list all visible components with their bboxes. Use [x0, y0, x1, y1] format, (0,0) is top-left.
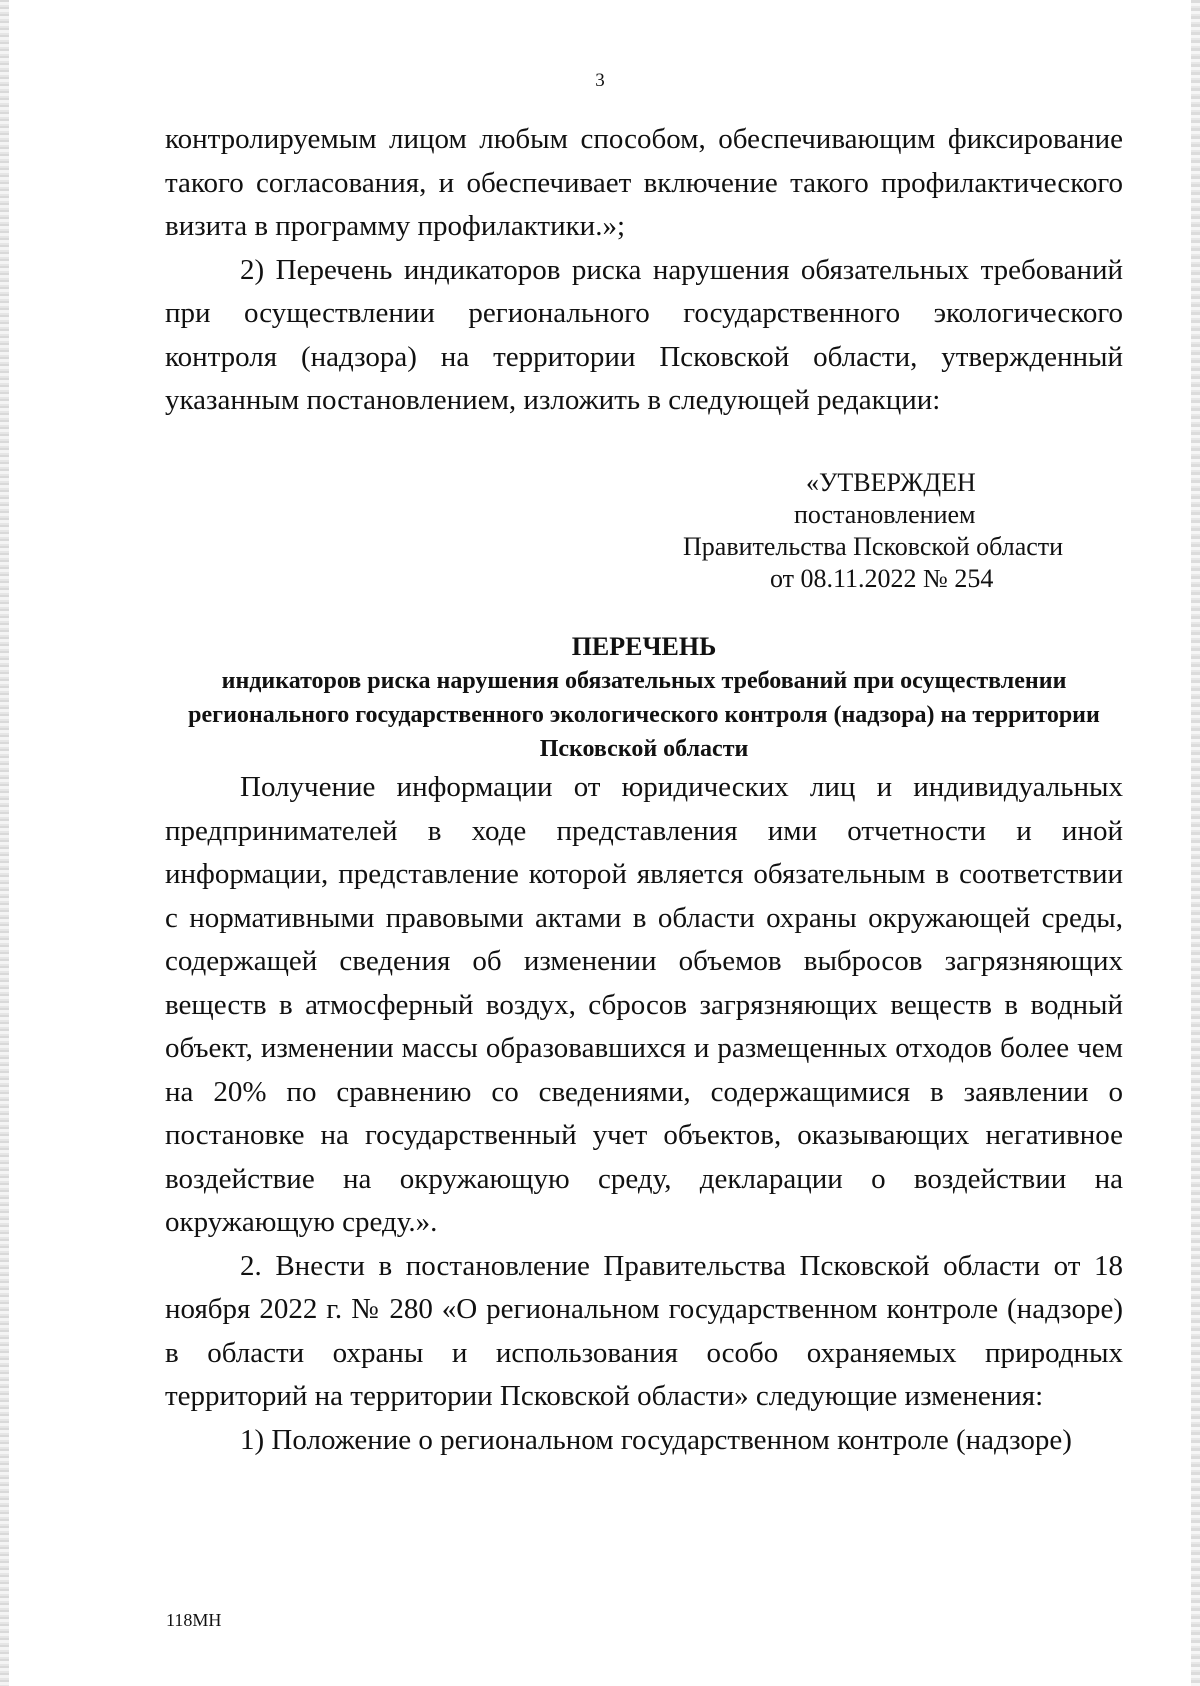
page-number: 3 [595, 70, 605, 91]
paragraph-item-2: 2) Перечень индикаторов риска нарушения обязательных требований при осуществлении регионального государственного экологического контроля (надзора) на территории Псковской области, утвержденный указанным постановлением, изложить в следующей редакции: [165, 253, 1123, 416]
list-title-block [165, 630, 1123, 766]
approval-line-date: от 08.11.2022 № 254 [770, 564, 994, 593]
paragraph-risk-indicator: Получение информации от юридических лиц и индивидуальных предпринимателей в ходе представления ими отчетности и иной информации, представление которой является обязательным в соответствии с нормативными правовыми актами в области охраны окружающей среды, содержащей сведения об изменении объемов выбросов загрязняющих веществ в атмосферный воздух, сбросов загрязняющих веществ в водный объект, изменении массы образовавшихся и размещенных отходов более чем на 20% по сравнению со сведениями, содержащимися в заявлении о постановке на государственный учет объектов, оказывающих негативное воздействие на окружающую среду, декларации о воздействии на окружающую среду.». [165, 771, 1123, 1238]
paragraph-continuation: контролируемым лицом любым способом, обеспечивающим фиксирование такого согласования, и обеспечивает включение такого профилактического визита в программу профилактики.»; [165, 123, 1123, 242]
list-subtitle: индикаторов риска нарушения обязательных требований при осуществлении регионального государственного экологического контроля (надзора) на территории Псковской области [188, 668, 1100, 762]
scan-edge-left [0, 0, 9, 1686]
paragraph-subitem-1: 1) Положение о региональном государственном контроле (надзоре) [240, 1423, 1072, 1456]
bottom-text-block [165, 766, 1123, 1462]
paragraph-item-2-amend: 2. Внести в постановление Правительства Псковской области от 18 ноября 2022 г. № 280 «О региональном государственном контроле (надзоре) в области охраны и использования особо охраняемых природных территорий на территории Псковской области» следующие изменения: [165, 1249, 1123, 1412]
approval-line-resolution: постановлением [794, 500, 976, 529]
approval-line-government: Правительства Псковской области [683, 532, 1064, 561]
footer-document-code: 118МН [166, 1610, 222, 1630]
scan-edge-right [1191, 0, 1200, 1686]
approval-line-approved: «УТВЕРЖДЕН [806, 468, 976, 497]
list-title: ПЕРЕЧЕНЬ [571, 632, 717, 661]
top-text-block [165, 118, 1123, 423]
